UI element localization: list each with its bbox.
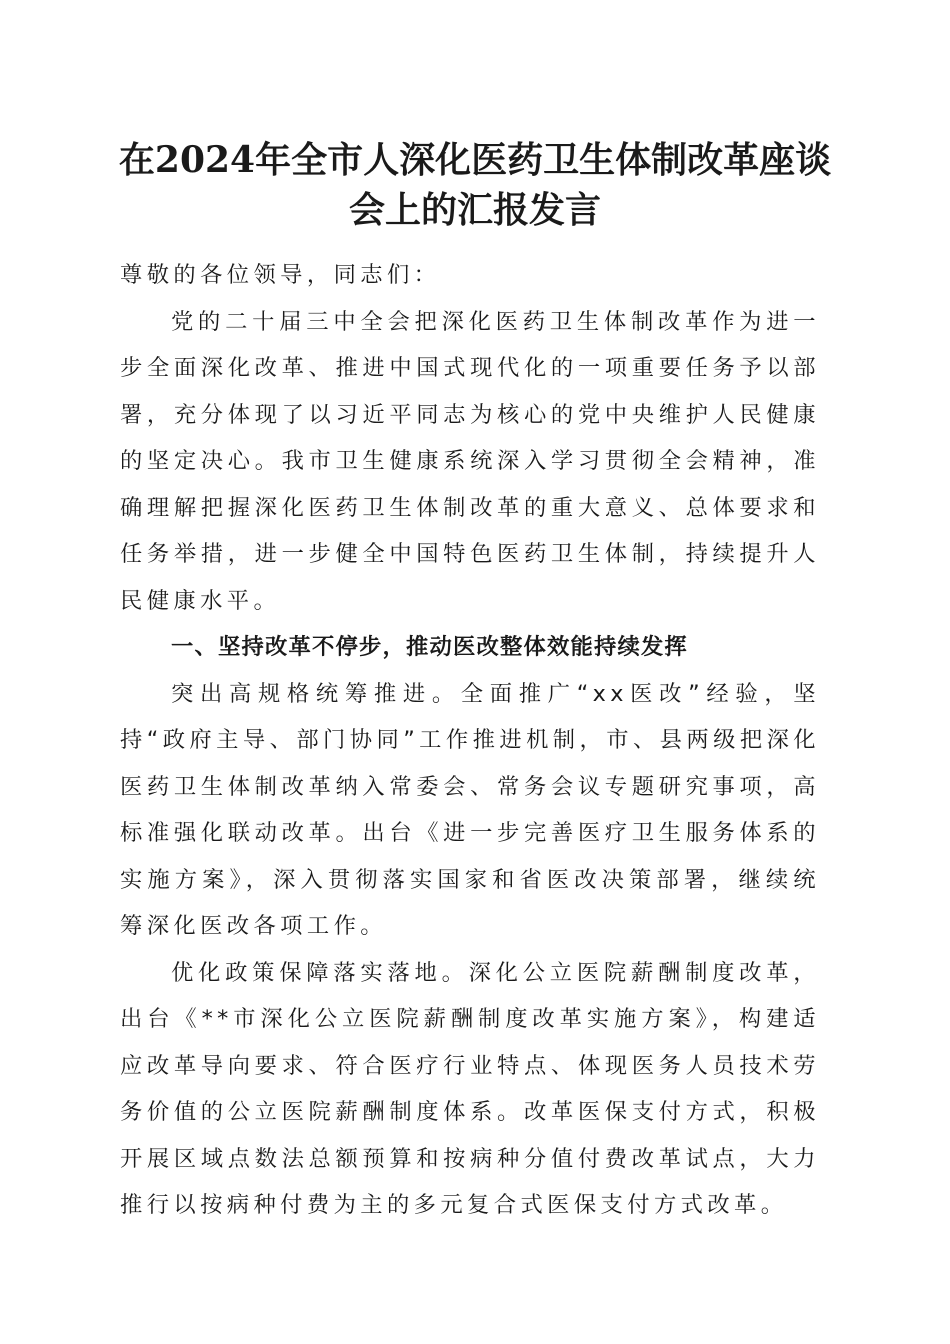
document-body [120, 252, 820, 1229]
intro-paragraph: 党的二十届三中全会把深化医药卫生体制改革作为进一步全面深化改革、推进中国式现代化的一项重要任务予以部署，充分体现了以习近平同志为核心的党中央维护人民健康的坚定决心。我市卫生健康系统深入学习贯彻全会精神，准确理解把握深化医药卫生体制改革的重大意义、总体要求和任务举措，进一步健全中国特色医药卫生体制，持续提升人民健康水平。 [120, 308, 820, 614]
document-title: 在2024年全市人深化医药卫生体制改革座谈会上的汇报发言 [118, 139, 832, 231]
section-paragraph: 优化政策保障落实落地。深化公立医院薪酬制度改革，出台《**市深化公立医院薪酬制度改革实施方案》，构建适应改革导向要求、符合医疗行业特点、体现医务人员技术劳务价值的公立医院薪酬制度体系。改革医保支付方式，积极开展区域点数法总额预算和按病种分值付费改革试点，大力推行以按病种付费为主的多元复合式医保支付方式改革。 [120, 959, 820, 1218]
section-heading: 一、坚持改革不停步，推动医改整体效能持续发挥 [171, 634, 688, 660]
section-paragraph: 突出高规格统筹推进。全面推广“xx医改”经验，坚持“政府主导、部门协同”工作推进机制，市、县两级把深化医药卫生体制改革纳入常委会、常务会议专题研究事项，高标准强化联动改革。出台《进一步完善医疗卫生服务体系的实施方案》，深入贯彻落实国家和省医改决策部署，继续统筹深化医改各项工作。 [120, 680, 820, 939]
salutation: 尊敬的各位领导，同志们： [120, 262, 441, 288]
